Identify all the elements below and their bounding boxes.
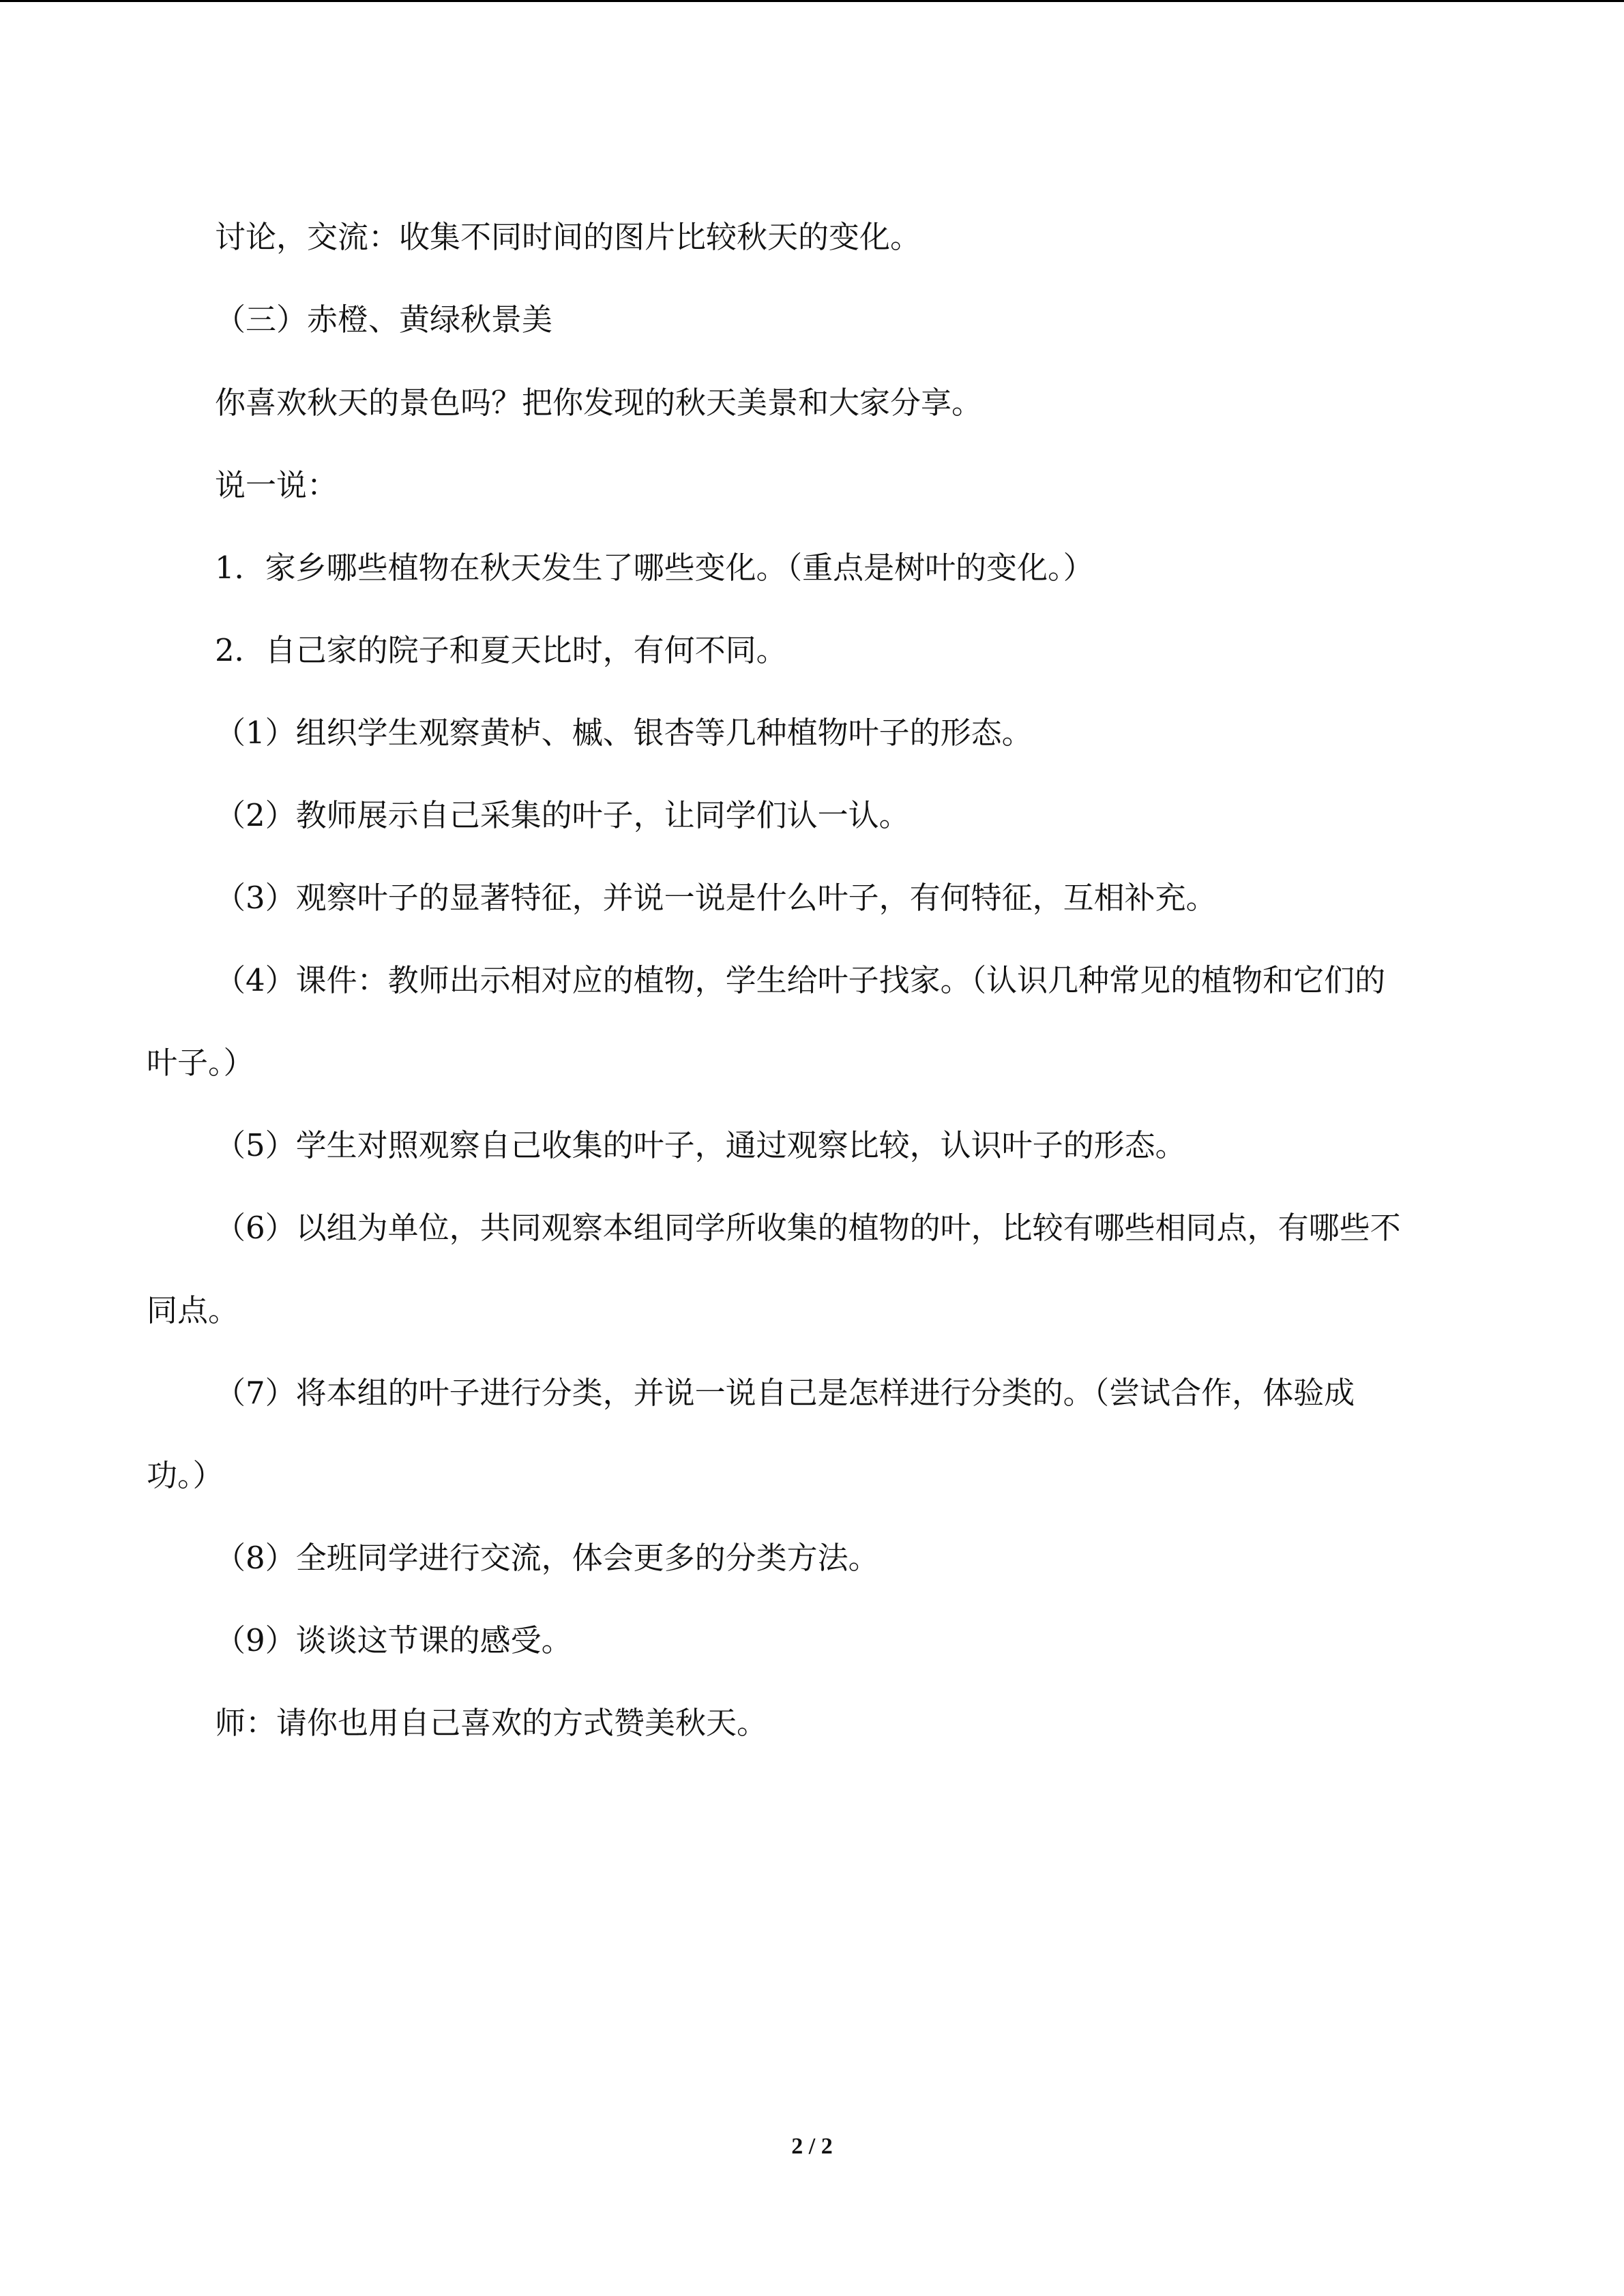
page-number: 2 / 2 bbox=[791, 2134, 833, 2159]
sub-item-4-continued: 叶子。） bbox=[147, 1045, 254, 1081]
paragraph-teacher: 师：请你也用自己喜欢的方式赞美秋天。 bbox=[215, 1705, 768, 1741]
sub-item-8: （8）全班同学进行交流，体会更多的分类方法。 bbox=[215, 1540, 879, 1576]
paragraph-question: 你喜欢秋天的景色吗？把你发现的秋天美景和大家分享。 bbox=[215, 385, 983, 421]
sub-item-4: （4）课件：教师出示相对应的植物，学生给叶子找家。（认识几种常见的植物和它们的 bbox=[215, 962, 1386, 998]
sub-item-1: （1）组织学生观察黄栌、槭、银杏等几种植物叶子的形态。 bbox=[215, 715, 1033, 751]
sub-item-3: （3）观察叶子的显著特征，并说一说是什么叶子，有何特征，互相补充。 bbox=[215, 880, 1217, 916]
sub-item-7-continued: 功。） bbox=[147, 1457, 224, 1493]
sub-item-6-continued: 同点。 bbox=[147, 1292, 239, 1328]
section-heading-3: （三）赤橙、黄绿秋景美 bbox=[215, 301, 553, 338]
sub-item-2: （2）教师展示自己采集的叶子，让同学们认一认。 bbox=[215, 797, 910, 833]
sub-item-6: （6）以组为单位，共同观察本组同学所收集的植物的叶，比较有哪些相同点，有哪些不 bbox=[215, 1210, 1401, 1246]
paragraph-say: 说一说： bbox=[215, 467, 338, 503]
sub-item-9: （9）谈谈这节课的感受。 bbox=[215, 1622, 572, 1658]
list-item-2: 2．自己家的院子和夏天比时，有何不同。 bbox=[215, 632, 787, 668]
sub-item-7: （7）将本组的叶子进行分类，并说一说自己是怎样进行分类的。（尝试合作，体验成 bbox=[215, 1375, 1355, 1411]
sub-item-5: （5）学生对照观察自己收集的叶子，通过观察比较，认识叶子的形态。 bbox=[215, 1127, 1186, 1163]
list-item-1: 1．家乡哪些植物在秋天发生了哪些变化。（重点是树叶的变化。） bbox=[215, 550, 1094, 586]
paragraph-discussion: 讨论，交流：收集不同时间的图片比较秋天的变化。 bbox=[215, 219, 921, 255]
